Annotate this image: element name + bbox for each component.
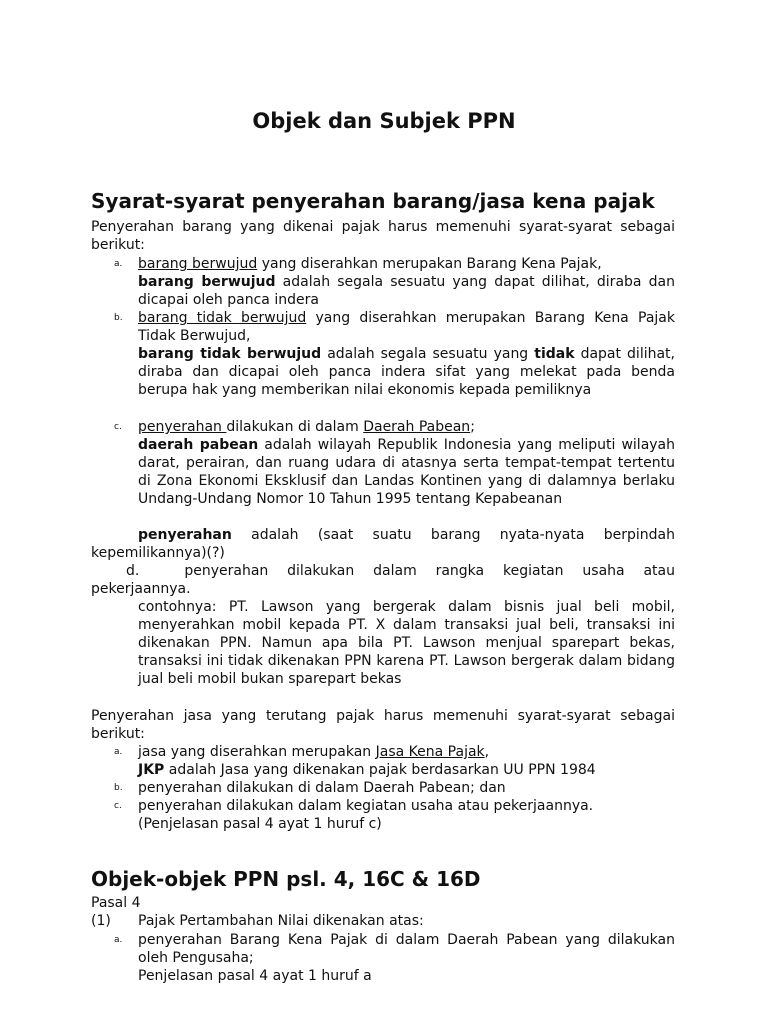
term-barang-berwujud: barang berwujud [138, 256, 258, 272]
term-barang-tidak-berwujud: barang tidak berwujud [138, 310, 307, 326]
list-label-jasa-b: b. [114, 783, 123, 793]
list-item-d: d. penyerahan dilakukan dalam rangka kegiatan usaha atau pekerjaannya. [91, 563, 675, 597]
ayat-text: Pajak Pertambahan Nilai dikenakan atas: [138, 913, 424, 929]
note-jasa-c: (Penjelasan pasal 4 ayat 1 huruf c) [138, 816, 382, 832]
page-title: Objek dan Subjek PPN [252, 109, 516, 133]
ayat-number: (1) [91, 913, 111, 929]
list-item-jasa-c: penyerahan dilakukan dalam kegiatan usaha atau pekerjaannya. [138, 798, 594, 814]
definition-daerah-pabean: daerah pabean adalah wilayah Republik Indonesia yang meliputi wilayah darat, perairan, dan ruang udara di atasnya serta tempat-tempat tertentu di Zona Ekonomi Eksklusif dan Landas Kontinen yang di dalamnya berlaku Undang-Undang Nomor 10 Tahun 1995 tentang Kepabeanan [138, 437, 676, 507]
list-item-b: barang tidak berwujud yang diserahkan merupakan Barang Kena Pajak Tidak Berwujud, [138, 310, 675, 344]
list-item-a: barang berwujud yang diserahkan merupakan Barang Kena Pajak, [138, 256, 602, 272]
list-item-c: penyerahan dilakukan di dalam Daerah Pabean; [138, 419, 475, 435]
list-label-b: b. [114, 313, 123, 323]
list-label-c: c. [114, 422, 122, 432]
section-heading-syarat: Syarat-syarat penyerahan barang/jasa kena pajak [91, 189, 655, 213]
section-heading-objek: Objek-objek PPN psl. 4, 16C & 16D [91, 867, 481, 891]
list-item-jasa-a: jasa yang diserahkan merupakan Jasa Kena Pajak, [138, 744, 490, 760]
note-pasal-a: Penjelasan pasal 4 ayat 1 huruf a [138, 968, 372, 984]
list-item-jasa-b: penyerahan dilakukan di dalam Daerah Pabean; dan [138, 780, 506, 796]
list-label-pasal-a: a. [114, 935, 123, 945]
services-intro-paragraph: Penyerahan jasa yang terutang pajak harus memenuhi syarat-syarat sebagai berikut: [91, 708, 675, 742]
example-paragraph: contohnya: PT. Lawson yang bergerak dalam bisnis jual beli mobil, menyerahkan mobil kepada PT. X dalam transaksi jual beli, transaksi ini dikenakan PPN. Namun apa bila PT. Lawson menjual sparepart bekas, transaksi ini tidak dikenakan PPN karena PT. Lawson bergerak dalam bidang jual beli mobil bukan sparepart bekas [138, 599, 675, 687]
pasal-label: Pasal 4 [91, 895, 141, 911]
list-label-a: a. [114, 259, 123, 269]
definition-barang-tidak-berwujud: barang tidak berwujud adalah segala sesuatu yang tidak dapat dilihat, diraba dan dicapai oleh panca indera sifat yang melekat pada benda berupa hak yang memberikan nilai ekonomis kepada pemiliknya [138, 346, 675, 398]
list-label-jasa-c: c. [114, 801, 122, 811]
definition-jkp: JKP adalah Jasa yang dikenakan pajak berdasarkan UU PPN 1984 [138, 762, 596, 778]
list-item-pasal-a: penyerahan Barang Kena Pajak di dalam Daerah Pabean yang dilakukan oleh Pengusaha; [138, 932, 675, 966]
definition-penyerahan: penyerahan adalah (saat suatu barang nyata-nyata berpindah kepemilikannya)(?) [91, 527, 675, 561]
definition-barang-berwujud: barang berwujud adalah segala sesuatu yang dapat dilihat, diraba dan dicapai oleh panca indera [138, 274, 675, 308]
list-label-jasa-a: a. [114, 747, 123, 757]
goods-intro-paragraph: Penyerahan barang yang dikenai pajak harus memenuhi syarat-syarat sebagai berikut: [91, 219, 675, 253]
